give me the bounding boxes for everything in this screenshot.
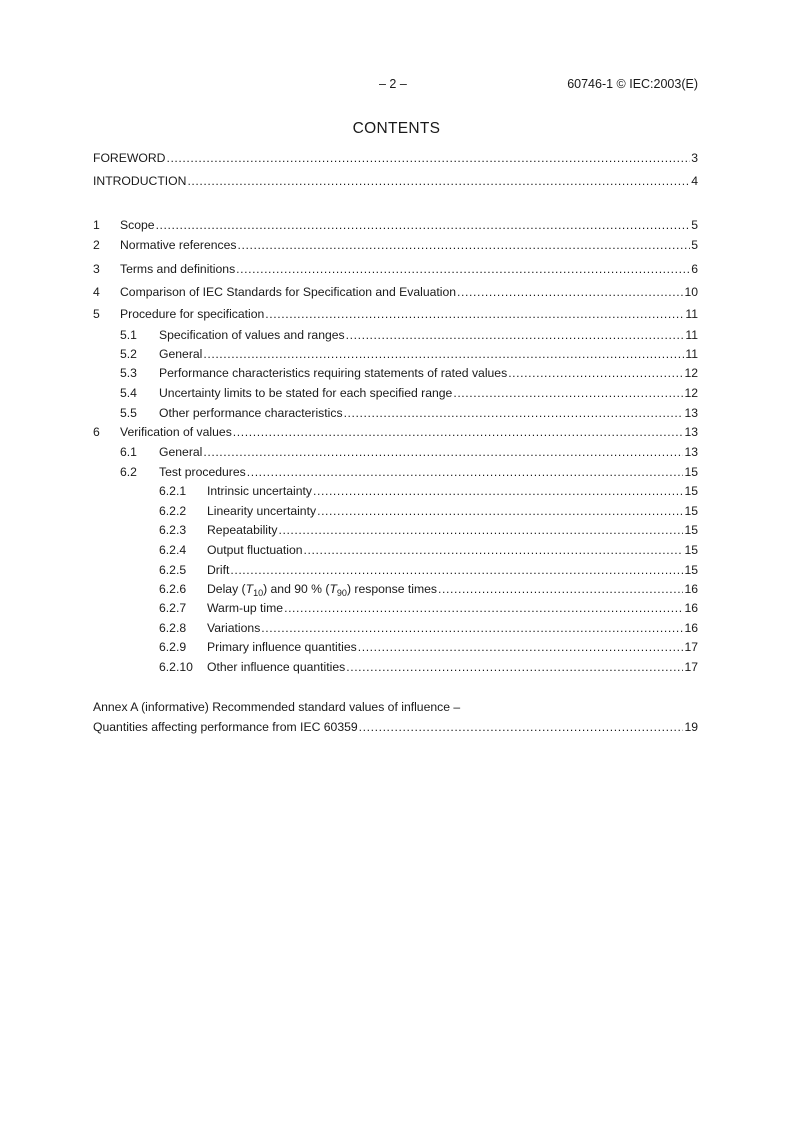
toc-entry-title: General xyxy=(159,445,203,459)
toc-entry[interactable] xyxy=(93,523,698,539)
toc-entry-title: Other influence quantities xyxy=(207,660,346,674)
toc-entry-title: Repeatability xyxy=(207,523,278,537)
toc-entry-title: Performance characteristics requiring statements of rated values xyxy=(159,366,508,380)
dot-leader xyxy=(358,640,684,654)
dot-leader xyxy=(508,366,683,380)
dot-leader xyxy=(238,238,691,252)
dot-leader xyxy=(236,262,690,276)
dot-leader xyxy=(230,563,683,577)
toc-entry-title: Primary influence quantities xyxy=(207,640,357,654)
toc-entry[interactable] xyxy=(93,640,698,656)
toc-entry-number: 5.2 xyxy=(120,347,137,361)
toc-entry-title: Variations xyxy=(207,621,261,635)
toc-entry[interactable] xyxy=(93,563,698,579)
dot-leader xyxy=(346,660,683,674)
toc-page-number: 13 xyxy=(684,406,698,420)
toc-entry[interactable] xyxy=(93,262,698,278)
toc-entry-title: Drift xyxy=(207,563,230,577)
toc-entry-title: Other performance characteristics xyxy=(159,406,343,420)
dot-leader xyxy=(278,523,683,537)
toc-entry-title: Test procedures xyxy=(159,465,246,479)
toc-page-number: 11 xyxy=(685,307,698,321)
toc-entry[interactable] xyxy=(93,425,698,441)
toc-entry-number: 5.3 xyxy=(120,366,137,380)
toc-entry-number: 2 xyxy=(93,238,100,252)
dot-leader xyxy=(166,151,690,165)
toc-entry[interactable] xyxy=(93,465,698,481)
toc-entry-number: 5.5 xyxy=(120,406,137,420)
toc-entry-number: 6.2.10 xyxy=(159,660,193,674)
toc-entry-number: 5.4 xyxy=(120,386,137,400)
toc-page-number: 15 xyxy=(684,484,698,498)
toc-page-number: 11 xyxy=(685,328,698,342)
title-fragment: 90 xyxy=(336,588,347,598)
toc-entry[interactable] xyxy=(93,543,698,559)
toc-entry[interactable] xyxy=(93,366,698,382)
toc-page-number: 5 xyxy=(691,218,698,232)
dot-leader xyxy=(317,504,683,518)
title-fragment: ) and 90 % ( xyxy=(263,582,330,596)
toc-page-number: 19 xyxy=(684,720,698,734)
toc-page-number: 3 xyxy=(691,151,698,165)
toc-entry-title: Verification of values xyxy=(120,425,232,439)
toc-entry-title: FOREWORD xyxy=(93,151,166,165)
title-fragment: T xyxy=(329,582,337,596)
toc-entry-number: 5.1 xyxy=(120,328,137,342)
toc-page-number: 12 xyxy=(684,366,698,380)
toc-entry[interactable] xyxy=(93,621,698,637)
toc-page-number: 15 xyxy=(684,563,698,577)
toc-page-number: 16 xyxy=(684,621,698,635)
toc-entry-number: 5 xyxy=(93,307,100,321)
dot-leader xyxy=(304,543,684,557)
toc-entry-title: Warm-up time xyxy=(207,601,284,615)
toc-page-number: 12 xyxy=(684,386,698,400)
toc-entry[interactable] xyxy=(93,445,698,461)
toc-entry-number: 6.2.8 xyxy=(159,621,187,635)
annex-subtitle: Quantities affecting performance from IEC 60359 xyxy=(93,720,358,734)
toc-page-number: 13 xyxy=(684,445,698,459)
toc-page-number: 4 xyxy=(691,174,698,188)
toc-entry-number: 6.2.9 xyxy=(159,640,187,654)
toc-entry[interactable] xyxy=(93,151,698,167)
dot-leader xyxy=(265,307,684,321)
toc-entry-number: 6.2.5 xyxy=(159,563,187,577)
title-fragment: ) response times xyxy=(346,582,438,596)
toc-entry-number: 6.1 xyxy=(120,445,137,459)
toc-entry-title: Comparison of IEC Standards for Specification and Evaluation xyxy=(120,285,457,299)
page-number: – 2 – xyxy=(379,77,407,91)
toc-page-number: 15 xyxy=(684,523,698,537)
dot-leader xyxy=(203,347,684,361)
toc-entry-title: Terms and definitions xyxy=(120,262,236,276)
toc-entry-title: Normative references xyxy=(120,238,237,252)
toc-entry-title xyxy=(207,582,437,598)
toc-entry-number: 6.2.2 xyxy=(159,504,187,518)
toc-entry-number: 6.2.4 xyxy=(159,543,187,557)
dot-leader xyxy=(156,218,691,232)
dot-leader xyxy=(453,386,683,400)
toc-page-number: 6 xyxy=(691,262,698,276)
table-of-contents xyxy=(93,0,698,1122)
toc-entry[interactable] xyxy=(93,484,698,500)
toc-entry[interactable] xyxy=(93,504,698,520)
toc-page-number: 15 xyxy=(684,465,698,479)
title-fragment: Delay ( xyxy=(207,582,246,596)
dot-leader xyxy=(233,425,684,439)
toc-entry[interactable] xyxy=(93,386,698,402)
toc-entry-title: Scope xyxy=(120,218,155,232)
annex-entry-line1[interactable] xyxy=(93,700,698,716)
toc-page-number: 11 xyxy=(685,347,698,361)
dot-leader xyxy=(261,621,683,635)
toc-entry[interactable] xyxy=(93,218,698,234)
annex-entry-line2[interactable] xyxy=(93,720,698,736)
toc-page-number: 5 xyxy=(691,238,698,252)
toc-entry[interactable] xyxy=(93,174,698,190)
toc-page-number: 16 xyxy=(684,582,698,596)
toc-page-number: 15 xyxy=(684,543,698,557)
dot-leader xyxy=(346,328,685,342)
title-fragment: T xyxy=(245,582,254,596)
document-reference: 60746-1 © IEC:2003(E) xyxy=(567,77,698,91)
toc-entry-number: 6.2.3 xyxy=(159,523,187,537)
toc-page-number: 10 xyxy=(684,285,698,299)
toc-entry-number: 6 xyxy=(93,425,100,439)
toc-entry[interactable] xyxy=(93,307,698,323)
toc-entry-number: 6.2.7 xyxy=(159,601,187,615)
dot-leader xyxy=(284,601,683,615)
toc-entry[interactable] xyxy=(93,660,698,676)
toc-entry[interactable] xyxy=(93,406,698,422)
dot-leader xyxy=(438,582,683,596)
dot-leader xyxy=(457,285,683,299)
toc-entry[interactable] xyxy=(93,238,698,254)
toc-page-number: 17 xyxy=(684,640,698,654)
dot-leader xyxy=(247,465,684,479)
annex-title: Annex A (informative) Recommended standard values of influence – xyxy=(93,700,461,714)
toc-entry[interactable] xyxy=(93,285,698,301)
dot-leader xyxy=(359,720,684,734)
toc-page-number: 13 xyxy=(684,425,698,439)
toc-entry-title: Uncertainty limits to be stated for each specified range xyxy=(159,386,453,400)
toc-entry-number: 1 xyxy=(93,218,100,232)
dot-leader xyxy=(313,484,683,498)
toc-entry-number: 4 xyxy=(93,285,100,299)
toc-entry-number: 6.2 xyxy=(120,465,137,479)
toc-entry-title: INTRODUCTION xyxy=(93,174,187,188)
toc-page-number: 15 xyxy=(684,504,698,518)
toc-entry-title: Procedure for specification xyxy=(120,307,265,321)
toc-entry-title: Linearity uncertainty xyxy=(207,504,317,518)
toc-entry-number: 6.2.1 xyxy=(159,484,187,498)
toc-entry[interactable] xyxy=(93,582,698,598)
toc-page-number: 17 xyxy=(684,660,698,674)
toc-entry-title: Intrinsic uncertainty xyxy=(207,484,312,498)
dot-leader xyxy=(187,174,690,188)
toc-entry-title: Specification of values and ranges xyxy=(159,328,345,342)
toc-entry-title: Output fluctuation xyxy=(207,543,303,557)
toc-entry[interactable] xyxy=(93,601,698,617)
toc-entry[interactable] xyxy=(93,328,698,344)
toc-entry-title: General xyxy=(159,347,203,361)
dot-leader xyxy=(344,406,684,420)
toc-entry-number: 6.2.6 xyxy=(159,582,187,596)
contents-title: CONTENTS xyxy=(352,120,441,137)
toc-entry-number: 3 xyxy=(93,262,100,276)
toc-page-number: 16 xyxy=(684,601,698,615)
title-fragment: 10 xyxy=(253,588,264,598)
toc-entry[interactable] xyxy=(93,347,698,363)
dot-leader xyxy=(203,445,683,459)
